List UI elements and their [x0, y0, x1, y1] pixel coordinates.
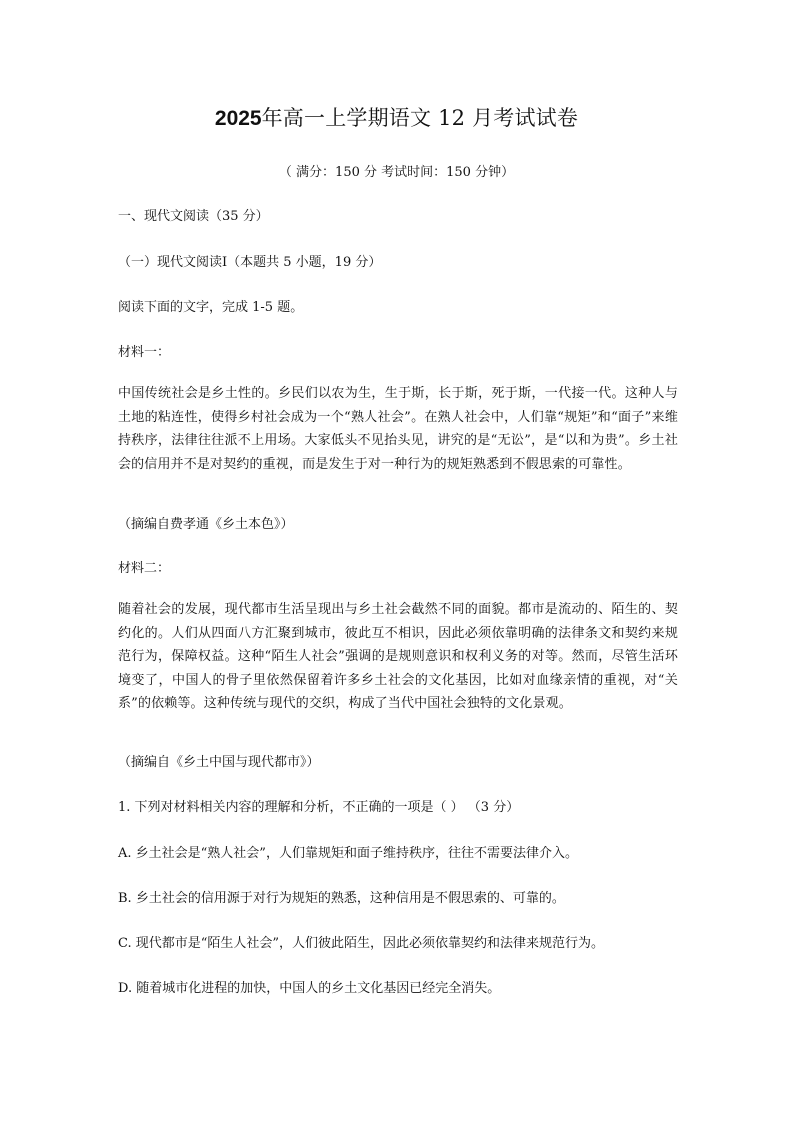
exam-title-year: 2025 [214, 107, 262, 130]
material-one-source: （摘编自费孝通《乡土本色》） [118, 517, 294, 532]
material-one-text: 中国传统社会是乡土性的。乡民们以农为生，生于斯，长于斯，死于斯，一代接一代。这种人与土地的粘连性，使得乡村社会成为一个“熟人社会”。在熟人社会中，人们靠“规矩”和“面子”来维持秩序，法律往往派不上用场。大家低头不见抬头见，讲究的是“无讼”，是“以和为贵”。乡土社会的信用并不是对契约的重视，而是发生于对一种行为的规矩熟悉到不假思索的可靠性。 [118, 386, 678, 472]
exam-title [0, 104, 793, 133]
material-one-label: 材料一： [118, 345, 171, 360]
exam-meta: （ 满分：150 分 考试时间：150 分钟） [278, 165, 515, 180]
material-two-source: （摘编自《乡土中国与现代都市》） [118, 755, 320, 770]
section-heading: 一、现代文阅读（35 分） [118, 209, 269, 224]
question-stem: 1. 下列对材料相关内容的理解和分析，不正确的一项是（ ） （3 分） [118, 800, 520, 815]
question-option-d: D. 随着城市化进程的加快，中国人的乡土文化基因已经完全消失。 [118, 981, 501, 996]
subsection-heading: （一）现代文阅读Ⅰ（本题共 5 小题，19 分） [118, 255, 382, 270]
exam-title-text: 年高一上学期语文 12 月考试试卷 [261, 106, 579, 130]
reading-instruction: 阅读下面的文字，完成 1-5 题。 [118, 300, 304, 315]
question-option-c: C. 现代都市是“陌生人社会”，人们彼此陌生，因此必须依靠契约和法律来规范行为。 [118, 936, 605, 951]
question-option-b: B. 乡土社会的信用源于对行为规矩的熟悉，这种信用是不假思索的、可靠的。 [118, 891, 565, 906]
material-two-text: 随着社会的发展，现代都市生活呈现出与乡土社会截然不同的面貌。都市是流动的、陌生的、契约化的。人们从四面八方汇聚到城市，彼此互不相识，因此必须依靠明确的法律条文和契约来规范行为，保障权益。这种“陌生人社会”强调的是规则意识和权利义务的对等。然而，尽管生活环境变了，中国人的骨子里依然保留着许多乡土社会的文化基因，比如对血缘亲情的重视，对“关系”的依赖等。这种传统与现代的交织，构成了当代中国社会独特的文化景观。 [118, 602, 678, 711]
material-two-label: 材料二： [118, 561, 171, 576]
question-option-a: A. 乡土社会是“熟人社会”，人们靠规矩和面子维持秩序，往往不需要法律介入。 [118, 846, 578, 861]
